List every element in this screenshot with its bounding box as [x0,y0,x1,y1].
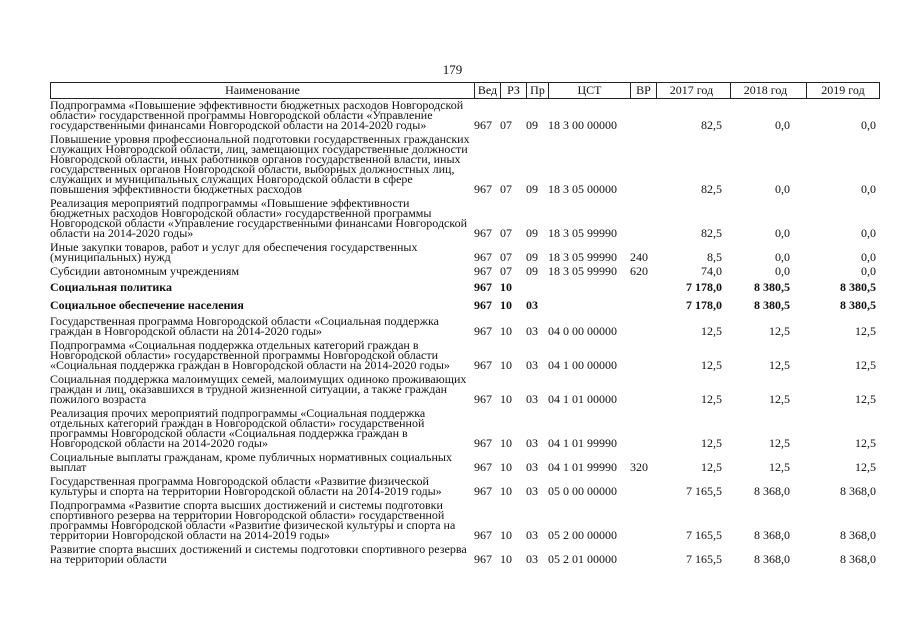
row-2017: 7 178,0 [686,298,722,312]
row-ved: 967 [474,436,492,450]
row-name: Подпрограмма «Социальная поддержка отдельных категорий граждан в Новгородской области» государственной программы Новгородской области «Социальная поддержка граждан в Новгородской области на 2014-2020 годы» [50,338,450,372]
row-name: Реализация мероприятий подпрограммы «Повышение эффективности бюджетных расходов Новгородской области» государственной программы Новгородской области «Управление государственными финансами Новгородской области на 2014-2020 годы» [50,196,468,240]
table-row [50,266,886,276]
table-row [50,316,886,336]
row-rz: 10 [500,324,512,338]
row-rz: 10 [500,460,512,474]
row-vr: 320 [630,460,648,474]
row-cst: 05 2 01 00000 [548,552,617,566]
table-row [50,100,886,130]
row-2018: 12,5 [769,436,790,450]
row-pr: 03 [526,436,538,450]
row-2019: 0,0 [861,182,876,196]
row-2018: 8 368,0 [754,528,790,542]
row-rz: 07 [500,250,512,264]
row-2019: 8 380,5 [840,280,876,294]
row-rz: 07 [500,182,512,196]
row-pr: 09 [526,250,538,264]
row-2018: 0,0 [775,182,790,196]
row-2018: 8 380,5 [754,298,790,312]
row-2019: 8 368,0 [840,552,876,566]
row-rz: 07 [500,226,512,240]
row-ved: 967 [474,392,492,406]
header-pr: Пр [526,83,548,98]
row-name: Социальные выплаты гражданам, кроме публичных нормативных социальных выплат [50,450,452,474]
row-2019: 12,5 [855,358,876,372]
table-row [50,242,886,262]
row-2019: 8 368,0 [840,528,876,542]
row-cst: 04 1 01 99990 [548,460,617,474]
row-2017: 7 178,0 [686,280,722,294]
header-cst: ЦСТ [548,83,630,98]
table-row [50,280,886,294]
row-2018: 12,5 [769,358,790,372]
table-header [50,82,880,99]
row-2017: 7 165,5 [686,528,722,542]
table-row [50,544,886,564]
row-cst: 04 1 01 00000 [548,392,617,406]
table-row [50,198,886,238]
row-rz: 10 [500,298,512,312]
row-2019: 8 368,0 [840,484,876,498]
row-ved: 967 [474,298,492,312]
row-rz: 10 [500,436,512,450]
row-pr: 03 [526,298,538,312]
row-rz: 10 [500,280,512,294]
row-name: Социальная политика [50,280,173,294]
table-row [50,452,886,472]
header-rz: РЗ [500,83,526,98]
row-pr: 03 [526,392,538,406]
row-rz: 10 [500,528,512,542]
header-name: Наименование [50,83,474,98]
row-rz: 10 [500,552,512,566]
header-ved: Вед [474,83,500,98]
row-name: Реализация прочих мероприятий подпрограммы «Социальная поддержка отдельных категорий граждан в Новгородской области» государственной программы Новгородской области «Социальная поддержка граждан в Новгородской области на 2014-2020 годы» [50,406,426,450]
row-cst: 04 0 00 00000 [548,324,617,338]
row-2017: 7 165,5 [686,552,722,566]
page-number: 179 [442,62,463,77]
table-row [50,476,886,496]
row-ved: 967 [474,226,492,240]
row-pr: 03 [526,528,538,542]
row-rz: 10 [500,484,512,498]
row-ved: 967 [474,118,492,132]
row-rz: 07 [500,118,512,132]
row-name: Социальное обеспечение населения [50,298,244,312]
row-2019: 12,5 [855,436,876,450]
row-pr: 03 [526,552,538,566]
header-2019: 2019 год [806,83,880,98]
row-2017: 82,5 [701,226,722,240]
row-2018: 8 380,5 [754,280,790,294]
row-2018: 0,0 [775,250,790,264]
row-ved: 967 [474,460,492,474]
row-2017: 82,5 [701,182,722,196]
row-2018: 8 368,0 [754,552,790,566]
table-row [50,374,886,404]
row-pr: 03 [526,358,538,372]
table-row [50,134,886,194]
row-2018: 12,5 [769,460,790,474]
row-cst: 05 2 00 00000 [548,528,617,542]
row-pr: 03 [526,324,538,338]
row-ved: 967 [474,528,492,542]
row-2017: 12,5 [701,436,722,450]
row-2017: 12,5 [701,392,722,406]
row-vr: 620 [630,264,648,278]
row-ved: 967 [474,280,492,294]
header-vr: ВР [630,83,656,98]
row-2019: 12,5 [855,460,876,474]
row-ved: 967 [474,484,492,498]
row-pr: 09 [526,118,538,132]
header-2018: 2018 год [730,83,800,98]
row-2017: 8,5 [707,250,722,264]
table-row [50,408,886,448]
row-ved: 967 [474,552,492,566]
row-rz: 07 [500,264,512,278]
row-2017: 7 165,5 [686,484,722,498]
row-2017: 12,5 [701,324,722,338]
row-2018: 0,0 [775,118,790,132]
row-name: Иные закупки товаров, работ и услуг для обеспечения государственных (муниципальных) нужд [50,240,418,264]
row-cst: 18 3 05 99990 [548,250,617,264]
row-cst: 04 1 00 00000 [548,358,617,372]
row-2019: 0,0 [861,226,876,240]
row-2019: 8 380,5 [840,298,876,312]
row-cst: 04 1 01 99990 [548,436,617,450]
row-cst: 18 3 00 00000 [548,118,617,132]
row-name: Социальная поддержка малоимущих семей, малоимущих одиноко проживающих граждан и лиц, оказавшихся в трудной жизненной ситуации, а также граждан пожилого возраста [50,372,467,406]
row-name: Повышение уровня профессиональной подготовки государственных гражданских служащих Новгородской области, лиц, замещающих государственные должности Новгородской области, иных работников органов государственной власти, иных государственных органов Новгородской области, выборных должностных лиц, служащих и муниципальных служащих Новгородской области в сфере повышения эффективности бюджетных расходов [50,132,470,196]
row-ved: 967 [474,264,492,278]
row-2018: 0,0 [775,264,790,278]
row-vr: 240 [630,250,648,264]
row-ved: 967 [474,324,492,338]
table-row [50,298,886,312]
row-pr: 09 [526,182,538,196]
row-cst: 18 3 05 99990 [548,264,617,278]
row-rz: 10 [500,358,512,372]
row-2019: 0,0 [861,264,876,278]
row-2017: 12,5 [701,358,722,372]
row-rz: 10 [500,392,512,406]
table-body [50,100,886,564]
row-cst: 18 3 05 00000 [548,182,617,196]
row-2017: 74,0 [701,264,722,278]
row-2018: 12,5 [769,392,790,406]
row-pr: 03 [526,460,538,474]
row-ved: 967 [474,182,492,196]
row-2017: 12,5 [701,460,722,474]
row-2018: 8 368,0 [754,484,790,498]
row-name: Развитие спорта высших достижений и системы подготовки спортивного резерва на территории области [50,542,467,566]
row-2018: 12,5 [769,324,790,338]
row-name: Субсидии автономным учреждениям [50,264,240,278]
row-pr: 09 [526,226,538,240]
row-name: Подпрограмма «Развитие спорта высших достижений и системы подготовки спортивного резерва на территории Новгородской области» государственной программы Новгородской области «Развитие физической культуры и спорта на территории Новгородской области на 2014-2019 годы» [50,498,456,542]
row-pr: 03 [526,484,538,498]
table-row [50,500,886,540]
row-ved: 967 [474,250,492,264]
header-2017: 2017 год [656,83,726,98]
row-pr: 09 [526,264,538,278]
row-name: Подпрограмма «Повышение эффективности бюджетных расходов Новгородской области» государственной программы Новгородской области «Управление государственными финансами Новгородской области на 2014-2020 годы» [50,98,464,132]
row-2019: 0,0 [861,250,876,264]
row-name: Государственная программа Новгородской области «Социальная поддержка граждан в Новгородской области на 2014-2020 годы» [50,314,439,338]
row-2019: 12,5 [855,392,876,406]
row-2018: 0,0 [775,226,790,240]
row-2019: 12,5 [855,324,876,338]
row-name: Государственная программа Новгородской области «Развитие физической культуры и спорта на территории Новгородской области на 2014-2019 годы» [50,474,442,498]
row-cst: 05 0 00 00000 [548,484,617,498]
row-2017: 82,5 [701,118,722,132]
table-row [50,340,886,370]
row-ved: 967 [474,358,492,372]
row-2019: 0,0 [861,118,876,132]
row-cst: 18 3 05 99990 [548,226,617,240]
